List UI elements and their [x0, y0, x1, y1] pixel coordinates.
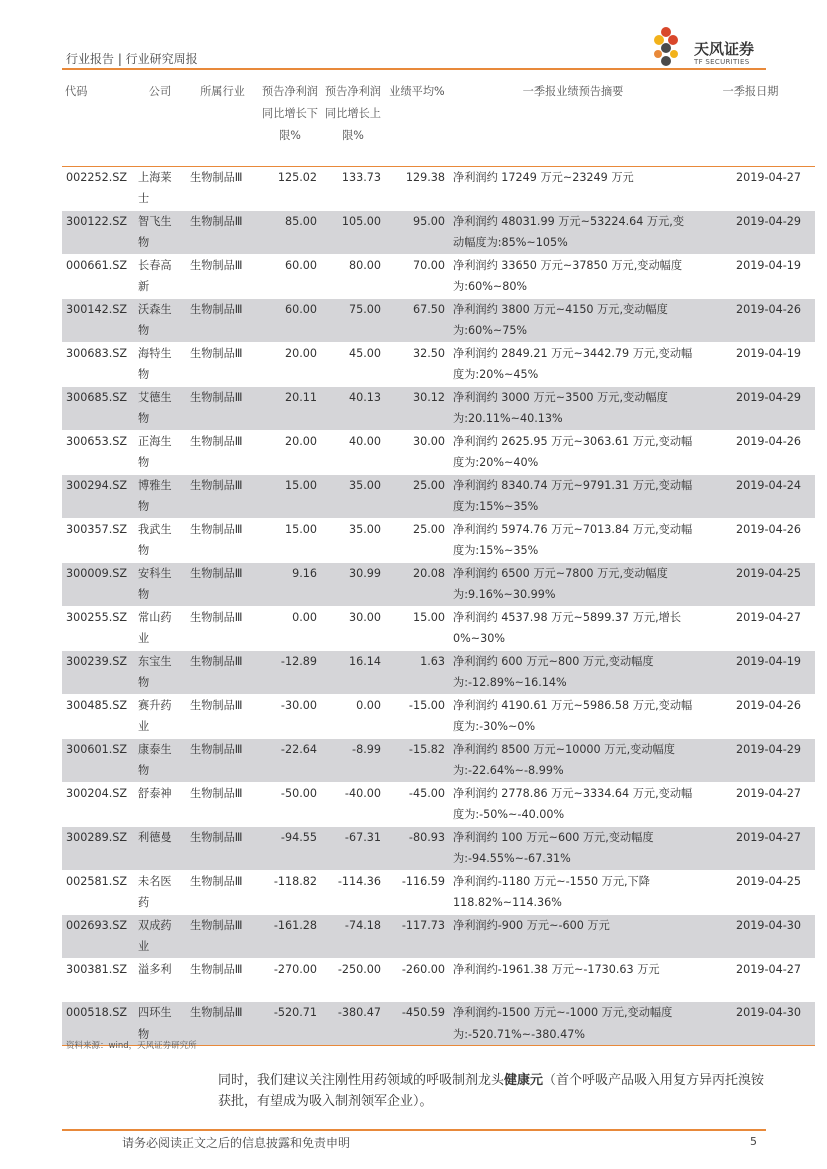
cell-company: 安科生物	[134, 562, 186, 606]
cell-date: 2019-04-27	[735, 962, 801, 976]
cell-date: 2019-04-27	[735, 786, 801, 800]
cell-company: 艾德生物	[134, 386, 186, 430]
cell-company: 博雅生物	[134, 474, 186, 518]
cell-summary: 净利润约-1961.38 万元~-1730.63 万元	[453, 962, 660, 976]
col-header-summary: 一季报业绩预告摘要	[522, 85, 624, 98]
cell-code: 000518.SZ	[62, 1002, 134, 1046]
cell-code: 300204.SZ	[66, 786, 128, 800]
cell-company: 我武生物	[138, 522, 172, 557]
cell-avg: -117.73	[385, 914, 449, 958]
cell-company: 智飞生物	[134, 210, 186, 254]
cell-avg: 25.00	[412, 522, 445, 536]
cell-company: 正海生物	[138, 434, 172, 469]
cell-company: 上海莱士	[138, 170, 172, 205]
header-label: 行业报告 | 行业研究周报	[66, 52, 198, 66]
cell-summary: 净利润约 5974.76 万元~7013.84 万元,变动幅度为:15%~35%	[453, 522, 693, 557]
cell-avg: -80.93	[385, 826, 449, 870]
cell-industry: 生物制品Ⅲ	[190, 610, 243, 624]
cell-industry: 生物制品Ⅲ	[186, 298, 259, 342]
cell-company: 东宝生物	[134, 650, 186, 694]
paragraph-highlight: 健康元	[504, 1073, 544, 1088]
cell-date: 2019-04-24	[697, 474, 815, 518]
table-row	[62, 738, 815, 782]
cell-industry: 生物制品Ⅲ	[190, 786, 243, 800]
table-row	[62, 210, 815, 254]
cell-high: 40.00	[348, 434, 381, 448]
cell-avg: 20.08	[385, 562, 449, 606]
cell-code: 300485.SZ	[66, 698, 128, 712]
cell-low: -94.55	[259, 826, 321, 870]
table-row	[62, 870, 815, 914]
table-row	[62, 342, 815, 386]
cell-high: 35.00	[321, 474, 385, 518]
cell-code: 300357.SZ	[66, 522, 128, 536]
cell-avg: 32.50	[412, 346, 445, 360]
cell-industry: 生物制品Ⅲ	[186, 562, 259, 606]
cell-summary: 净利润约 4537.98 万元~5899.37 万元,增长0%~30%	[453, 610, 682, 645]
cell-industry: 生物制品Ⅲ	[190, 962, 243, 976]
cell-low: 9.16	[259, 562, 321, 606]
cell-avg: 15.00	[412, 610, 445, 624]
cell-date: 2019-04-27	[697, 826, 815, 870]
cell-summary: 净利润约 2625.95 万元~3063.61 万元,变动幅度为:20%~40%	[453, 434, 693, 469]
cell-company: 利德曼	[134, 826, 186, 870]
table-row	[62, 298, 815, 342]
cell-company: 双成药业	[134, 914, 186, 958]
cell-high: 133.73	[341, 170, 381, 184]
table-row	[62, 694, 815, 738]
cell-avg: -260.00	[401, 962, 445, 976]
cell-summary: 净利润约 8340.74 万元~9791.31 万元,变动幅度为:15%~35%	[449, 474, 697, 518]
cell-low: 85.00	[259, 210, 321, 254]
cell-high: 35.00	[348, 522, 381, 536]
table-row	[62, 606, 815, 650]
cell-summary: 净利润约 600 万元~800 万元,变动幅度为:-12.89%~16.14%	[449, 650, 697, 694]
cell-summary: 净利润约 3000 万元~3500 万元,变动幅度为:20.11%~40.13%	[449, 386, 697, 430]
table-body	[62, 166, 815, 1046]
cell-low: 60.00	[284, 258, 317, 272]
cell-date: 2019-04-29	[697, 738, 815, 782]
cell-code: 300683.SZ	[66, 346, 128, 360]
col-header-date: 一季报日期	[722, 85, 779, 98]
cell-low: 20.00	[284, 346, 317, 360]
cell-code: 002581.SZ	[66, 874, 128, 888]
body-paragraph	[218, 1070, 770, 1112]
cell-code: 300685.SZ	[62, 386, 134, 430]
cell-code: 002252.SZ	[66, 170, 128, 184]
cell-industry: 生物制品Ⅲ	[186, 1002, 259, 1046]
cell-high: 40.13	[321, 386, 385, 430]
col-header-low: 预告净利润同比增长下限%	[262, 85, 318, 142]
table-row	[62, 562, 815, 606]
cell-code: 002693.SZ	[62, 914, 134, 958]
cell-industry: 生物制品Ⅲ	[190, 874, 243, 888]
cell-high: -380.47	[321, 1002, 385, 1046]
cell-high: 16.14	[321, 650, 385, 694]
cell-high: -114.36	[337, 874, 381, 888]
cell-low: -50.00	[280, 786, 317, 800]
cell-summary: 净利润约 17249 万元~23249 万元	[453, 170, 634, 184]
cell-low: -118.82	[273, 874, 317, 888]
cell-code: 300289.SZ	[62, 826, 134, 870]
table-row	[62, 782, 815, 826]
cell-avg: -15.00	[408, 698, 445, 712]
cell-high: 80.00	[348, 258, 381, 272]
table-row	[62, 914, 815, 958]
cell-company: 沃森生物	[134, 298, 186, 342]
cell-avg: -450.59	[385, 1002, 449, 1046]
cell-date: 2019-04-26	[735, 434, 801, 448]
cell-date: 2019-04-30	[697, 1002, 815, 1046]
cell-company: 未名医药	[138, 874, 172, 909]
cell-code: 300653.SZ	[66, 434, 128, 448]
cell-code: 300294.SZ	[62, 474, 134, 518]
forecast-table	[62, 78, 815, 1046]
cell-summary: 净利润约 33650 万元~37850 万元,变动幅度为:60%~80%	[453, 258, 683, 293]
cell-industry: 生物制品Ⅲ	[186, 650, 259, 694]
cell-summary: 净利润约 8500 万元~10000 万元,变动幅度为:-22.64%~-8.99%	[449, 738, 697, 782]
cell-industry: 生物制品Ⅲ	[186, 210, 259, 254]
cell-industry: 生物制品Ⅲ	[186, 386, 259, 430]
cell-low: 15.00	[284, 522, 317, 536]
cell-high: 45.00	[348, 346, 381, 360]
cell-company: 海特生物	[138, 346, 172, 381]
cell-low: 125.02	[277, 170, 317, 184]
cell-code: 300122.SZ	[62, 210, 134, 254]
cell-industry: 生物制品Ⅲ	[190, 170, 243, 184]
cell-date: 2019-04-19	[697, 650, 815, 694]
source-note: 资料来源：wind，天风证券研究所	[66, 1041, 197, 1051]
cell-code: 300142.SZ	[62, 298, 134, 342]
cell-high: 75.00	[321, 298, 385, 342]
table-row	[62, 474, 815, 518]
cell-industry: 生物制品Ⅲ	[190, 522, 243, 536]
cell-date: 2019-04-29	[697, 386, 815, 430]
cell-avg: -45.00	[408, 786, 445, 800]
col-header-company: 公司	[148, 85, 172, 98]
cell-high: -74.18	[321, 914, 385, 958]
cell-industry: 生物制品Ⅲ	[190, 346, 243, 360]
cell-summary: 净利润约-1500 万元~-1000 万元,变动幅度为:-520.71%~-380.47%	[449, 1002, 697, 1046]
table-row	[62, 826, 815, 870]
cell-date: 2019-04-27	[735, 610, 801, 624]
table-row	[62, 386, 815, 430]
cell-low: 15.00	[259, 474, 321, 518]
cell-low: -30.00	[280, 698, 317, 712]
cell-avg: 70.00	[412, 258, 445, 272]
cell-company: 赛升药业	[138, 698, 172, 733]
col-header-high: 预告净利润同比增长上限%	[325, 85, 381, 142]
cell-avg: 129.38	[405, 170, 445, 184]
cell-industry: 生物制品Ⅲ	[190, 434, 243, 448]
cell-low: 20.11	[259, 386, 321, 430]
cell-avg: 67.50	[385, 298, 449, 342]
cell-summary: 净利润约 2849.21 万元~3442.79 万元,变动幅度为:20%~45%	[453, 346, 693, 381]
cell-avg: 30.00	[412, 434, 445, 448]
cell-code: 300009.SZ	[62, 562, 134, 606]
cell-avg: -15.82	[385, 738, 449, 782]
cell-avg: 1.63	[385, 650, 449, 694]
cell-date: 2019-04-27	[735, 170, 801, 184]
cell-code: 300255.SZ	[66, 610, 128, 624]
cell-high: 30.00	[348, 610, 381, 624]
paragraph-text-before: 同时，我们建议关注刚性用药领域的呼吸制剂龙头	[218, 1073, 505, 1088]
cell-industry: 生物制品Ⅲ	[190, 258, 243, 272]
cell-low: -22.64	[259, 738, 321, 782]
cell-summary: 净利润约 3800 万元~4150 万元,变动幅度为:60%~75%	[449, 298, 697, 342]
cell-date: 2019-04-26	[735, 698, 801, 712]
table-row	[62, 254, 815, 298]
paragraph-text-after: （首个呼吸产品吸入用复方异丙托溴铵获批，有望成为吸入制剂领军企业）。	[218, 1073, 765, 1109]
cell-industry: 生物制品Ⅲ	[186, 826, 259, 870]
cell-low: 0.00	[292, 610, 317, 624]
cell-company: 常山药业	[138, 610, 172, 645]
cell-company: 长春高新	[138, 258, 172, 293]
cell-low: -520.71	[259, 1002, 321, 1046]
table-row	[62, 958, 815, 1002]
col-header-industry: 所属行业	[200, 85, 245, 98]
cell-high: 105.00	[321, 210, 385, 254]
cell-low: -270.00	[273, 962, 317, 976]
cell-high: -67.31	[321, 826, 385, 870]
cell-company: 舒泰神	[138, 786, 172, 800]
cell-industry: 生物制品Ⅲ	[186, 738, 259, 782]
cell-code: 000661.SZ	[66, 258, 128, 272]
cell-low: 20.00	[284, 434, 317, 448]
table-row	[62, 430, 815, 474]
cell-date: 2019-04-19	[735, 258, 801, 272]
cell-date: 2019-04-25	[697, 562, 815, 606]
footer-disclaimer: 请务必阅读正文之后的信息披露和免责申明	[122, 1136, 351, 1150]
cell-avg: 95.00	[385, 210, 449, 254]
cell-summary: 净利润约-1180 万元~-1550 万元,下降118.82%~114.36%	[453, 874, 650, 909]
cell-date: 2019-04-25	[735, 874, 801, 888]
cell-high: -250.00	[337, 962, 381, 976]
cell-low: 60.00	[259, 298, 321, 342]
cell-date: 2019-04-26	[735, 522, 801, 536]
cell-summary: 净利润约 2778.86 万元~3334.64 万元,变动幅度为:-50%~-40.00%	[453, 786, 693, 821]
cell-avg: 30.12	[385, 386, 449, 430]
cell-avg: -116.59	[401, 874, 445, 888]
cell-date: 2019-04-29	[697, 210, 815, 254]
cell-industry: 生物制品Ⅲ	[190, 698, 243, 712]
cell-summary: 净利润约 100 万元~600 万元,变动幅度为:-94.55%~-67.31%	[449, 826, 697, 870]
cell-date: 2019-04-30	[697, 914, 815, 958]
table-row	[62, 518, 815, 562]
cell-high: -40.00	[344, 786, 381, 800]
logo-name: 天风证券	[694, 40, 755, 58]
cell-summary: 净利润约-900 万元~-600 万元	[449, 914, 697, 958]
cell-industry: 生物制品Ⅲ	[186, 914, 259, 958]
cell-company: 溢多利	[138, 962, 172, 976]
logo-sub: TF SECURITIES	[694, 58, 750, 66]
cell-summary: 净利润约 48031.99 万元~53224.64 万元,变动幅度为:85%~105%	[449, 210, 697, 254]
cell-company: 四环生物	[134, 1002, 186, 1046]
cell-code: 300381.SZ	[66, 962, 128, 976]
cell-industry: 生物制品Ⅲ	[186, 474, 259, 518]
cell-company: 康泰生物	[134, 738, 186, 782]
cell-high: 0.00	[356, 698, 381, 712]
cell-low: -161.28	[259, 914, 321, 958]
cell-high: 30.99	[321, 562, 385, 606]
cell-avg: 25.00	[385, 474, 449, 518]
cell-high: -8.99	[321, 738, 385, 782]
cell-summary: 净利润约 6500 万元~7800 万元,变动幅度为:9.16%~30.99%	[449, 562, 697, 606]
footer-rule	[62, 1129, 766, 1131]
cell-low: -12.89	[259, 650, 321, 694]
cell-date: 2019-04-26	[697, 298, 815, 342]
page-number: 5	[750, 1135, 757, 1148]
cell-code: 300239.SZ	[62, 650, 134, 694]
col-header-avg: 业绩平均%	[389, 85, 445, 98]
cell-summary: 净利润约 4190.61 万元~5986.58 万元,变动幅度为:-30%~0%	[453, 698, 693, 733]
cell-code: 300601.SZ	[62, 738, 134, 782]
col-header-code: 代码	[65, 85, 88, 98]
table-row	[62, 650, 815, 694]
table-header-row	[62, 78, 815, 166]
cell-date: 2019-04-19	[735, 346, 801, 360]
table-row	[62, 166, 815, 210]
header-rule	[62, 68, 766, 70]
